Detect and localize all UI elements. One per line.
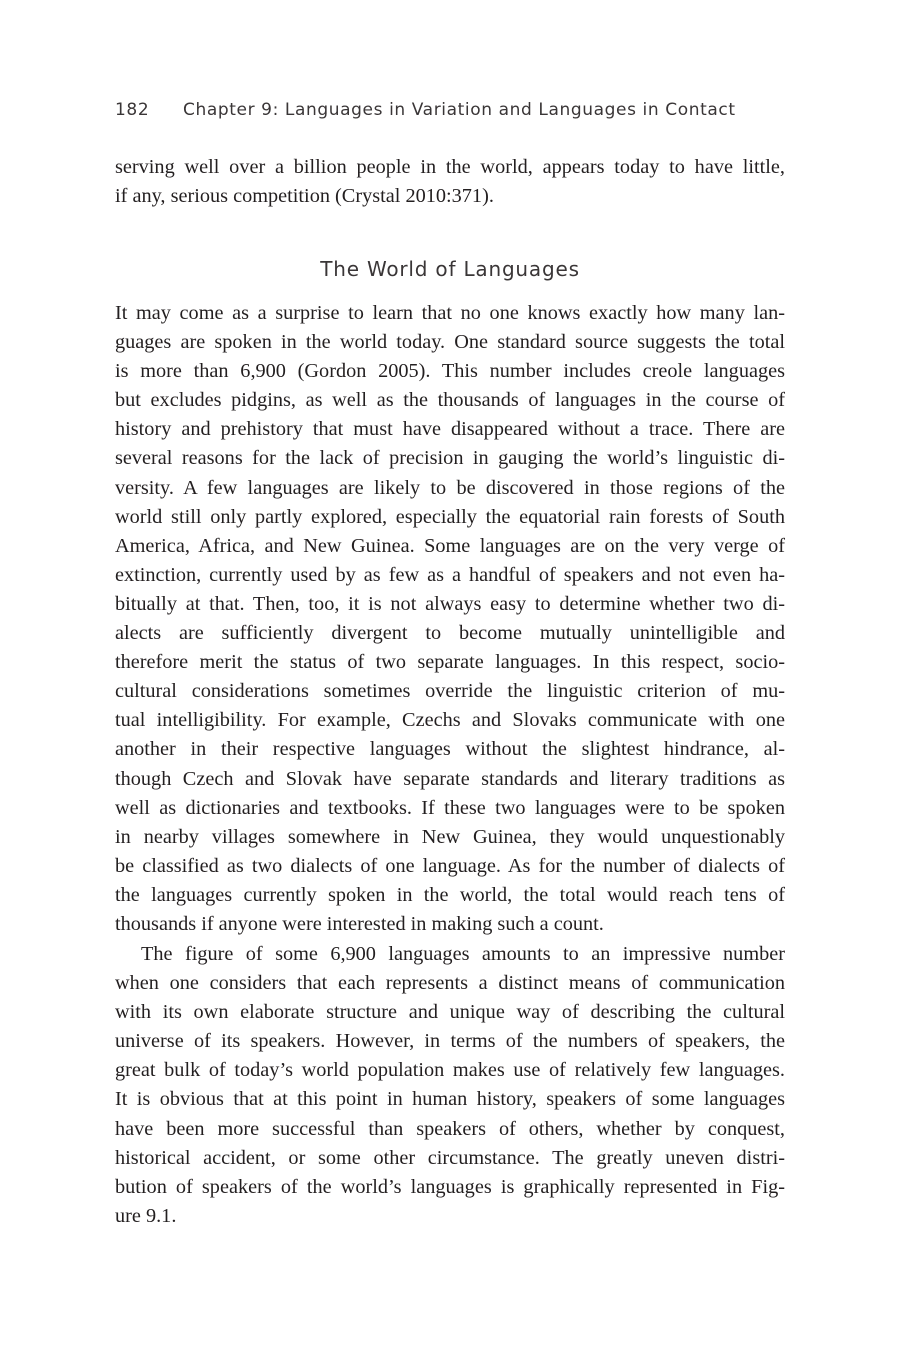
text-line: but excludes pidgins, as well as the thousands of languages in the course of — [115, 389, 785, 412]
text-line: the languages currently spoken in the world, the total would reach tens of — [115, 883, 785, 906]
text-line: therefore merit the status of two separate languages. In this respect, socio- — [115, 651, 785, 674]
text-line: great bulk of today’s world population makes use of relatively few languages. — [115, 1059, 785, 1082]
text-line: thousands if anyone were interested in making such a count. — [115, 912, 604, 935]
text-line: extinction, currently used by as few as a handful of speakers and not even ha- — [115, 563, 785, 586]
text-line: America, Africa, and New Guinea. Some languages are on the very verge of — [115, 534, 785, 557]
text-line: alects are sufficiently divergent to become mutually unintelligible and — [115, 622, 785, 645]
running-header — [115, 100, 736, 120]
text-line: ure 9.1. — [115, 1204, 177, 1227]
page-number: 182 — [115, 100, 150, 120]
text-line: when one considers that each represents a distinct means of communication — [115, 972, 785, 995]
text-line: though Czech and Slovak have separate standards and literary traditions as — [115, 767, 785, 790]
text-line: cultural considerations sometimes override the linguistic criterion of mu- — [115, 680, 785, 703]
text-line: in nearby villages somewhere in New Guinea, they would unquestionably — [115, 825, 785, 848]
text-line: historical accident, or some other circumstance. The greatly uneven distri- — [115, 1146, 785, 1169]
text-line: tual intelligibility. For example, Czechs and Slovaks communicate with one — [115, 709, 785, 732]
text-line: versity. A few languages are likely to be discovered in those regions of the — [115, 476, 785, 499]
text-line: several reasons for the lack of precision in gauging the world’s linguistic di- — [115, 447, 785, 470]
chapter-title: Chapter 9: Languages in Variation and Languages in Contact — [183, 100, 736, 120]
text-line: well as dictionaries and textbooks. If these two languages were to be spoken — [115, 796, 785, 819]
text-line: with its own elaborate structure and unique way of describing the cultural — [115, 1001, 785, 1024]
paragraph-1 — [115, 299, 785, 939]
text-line: history and prehistory that must have disappeared without a trace. There are — [115, 418, 785, 441]
text-line: The figure of some 6,900 languages amounts to an impressive number — [141, 943, 785, 965]
carryover-paragraph — [115, 153, 785, 211]
text-line: guages are spoken in the world today. One standard source suggests the total — [115, 331, 785, 354]
text-line: serving well over a billion people in the world, appears today to have little, — [115, 156, 785, 178]
text-line: universe of its speakers. However, in terms of the numbers of speakers, the — [115, 1030, 785, 1053]
text-line: if any, serious competition (Crystal 2010:371). — [115, 185, 494, 208]
text-line: bution of speakers of the world’s languages is graphically represented in Fig- — [115, 1175, 785, 1198]
text-line: bitually at that. Then, too, it is not always easy to determine whether two di- — [115, 592, 785, 615]
text-line: world still only partly explored, especially the equatorial rain forests of South — [115, 505, 785, 528]
text-line: is more than 6,900 (Gordon 2005). This number includes creole languages — [115, 360, 785, 383]
text-line: have been more successful than speakers of others, whether by conquest, — [115, 1117, 785, 1140]
text-line: another in their respective languages without the slightest hindrance, al- — [115, 738, 785, 761]
text-line: be classified as two dialects of one language. As for the number of dialects of — [115, 854, 785, 877]
section-heading: The World of Languages — [320, 257, 580, 281]
text-line: It may come as a surprise to learn that no one knows exactly how many lan- — [115, 302, 785, 324]
text-line: It is obvious that at this point in human history, speakers of some languages — [115, 1088, 785, 1111]
paragraph-2 — [115, 940, 785, 1231]
